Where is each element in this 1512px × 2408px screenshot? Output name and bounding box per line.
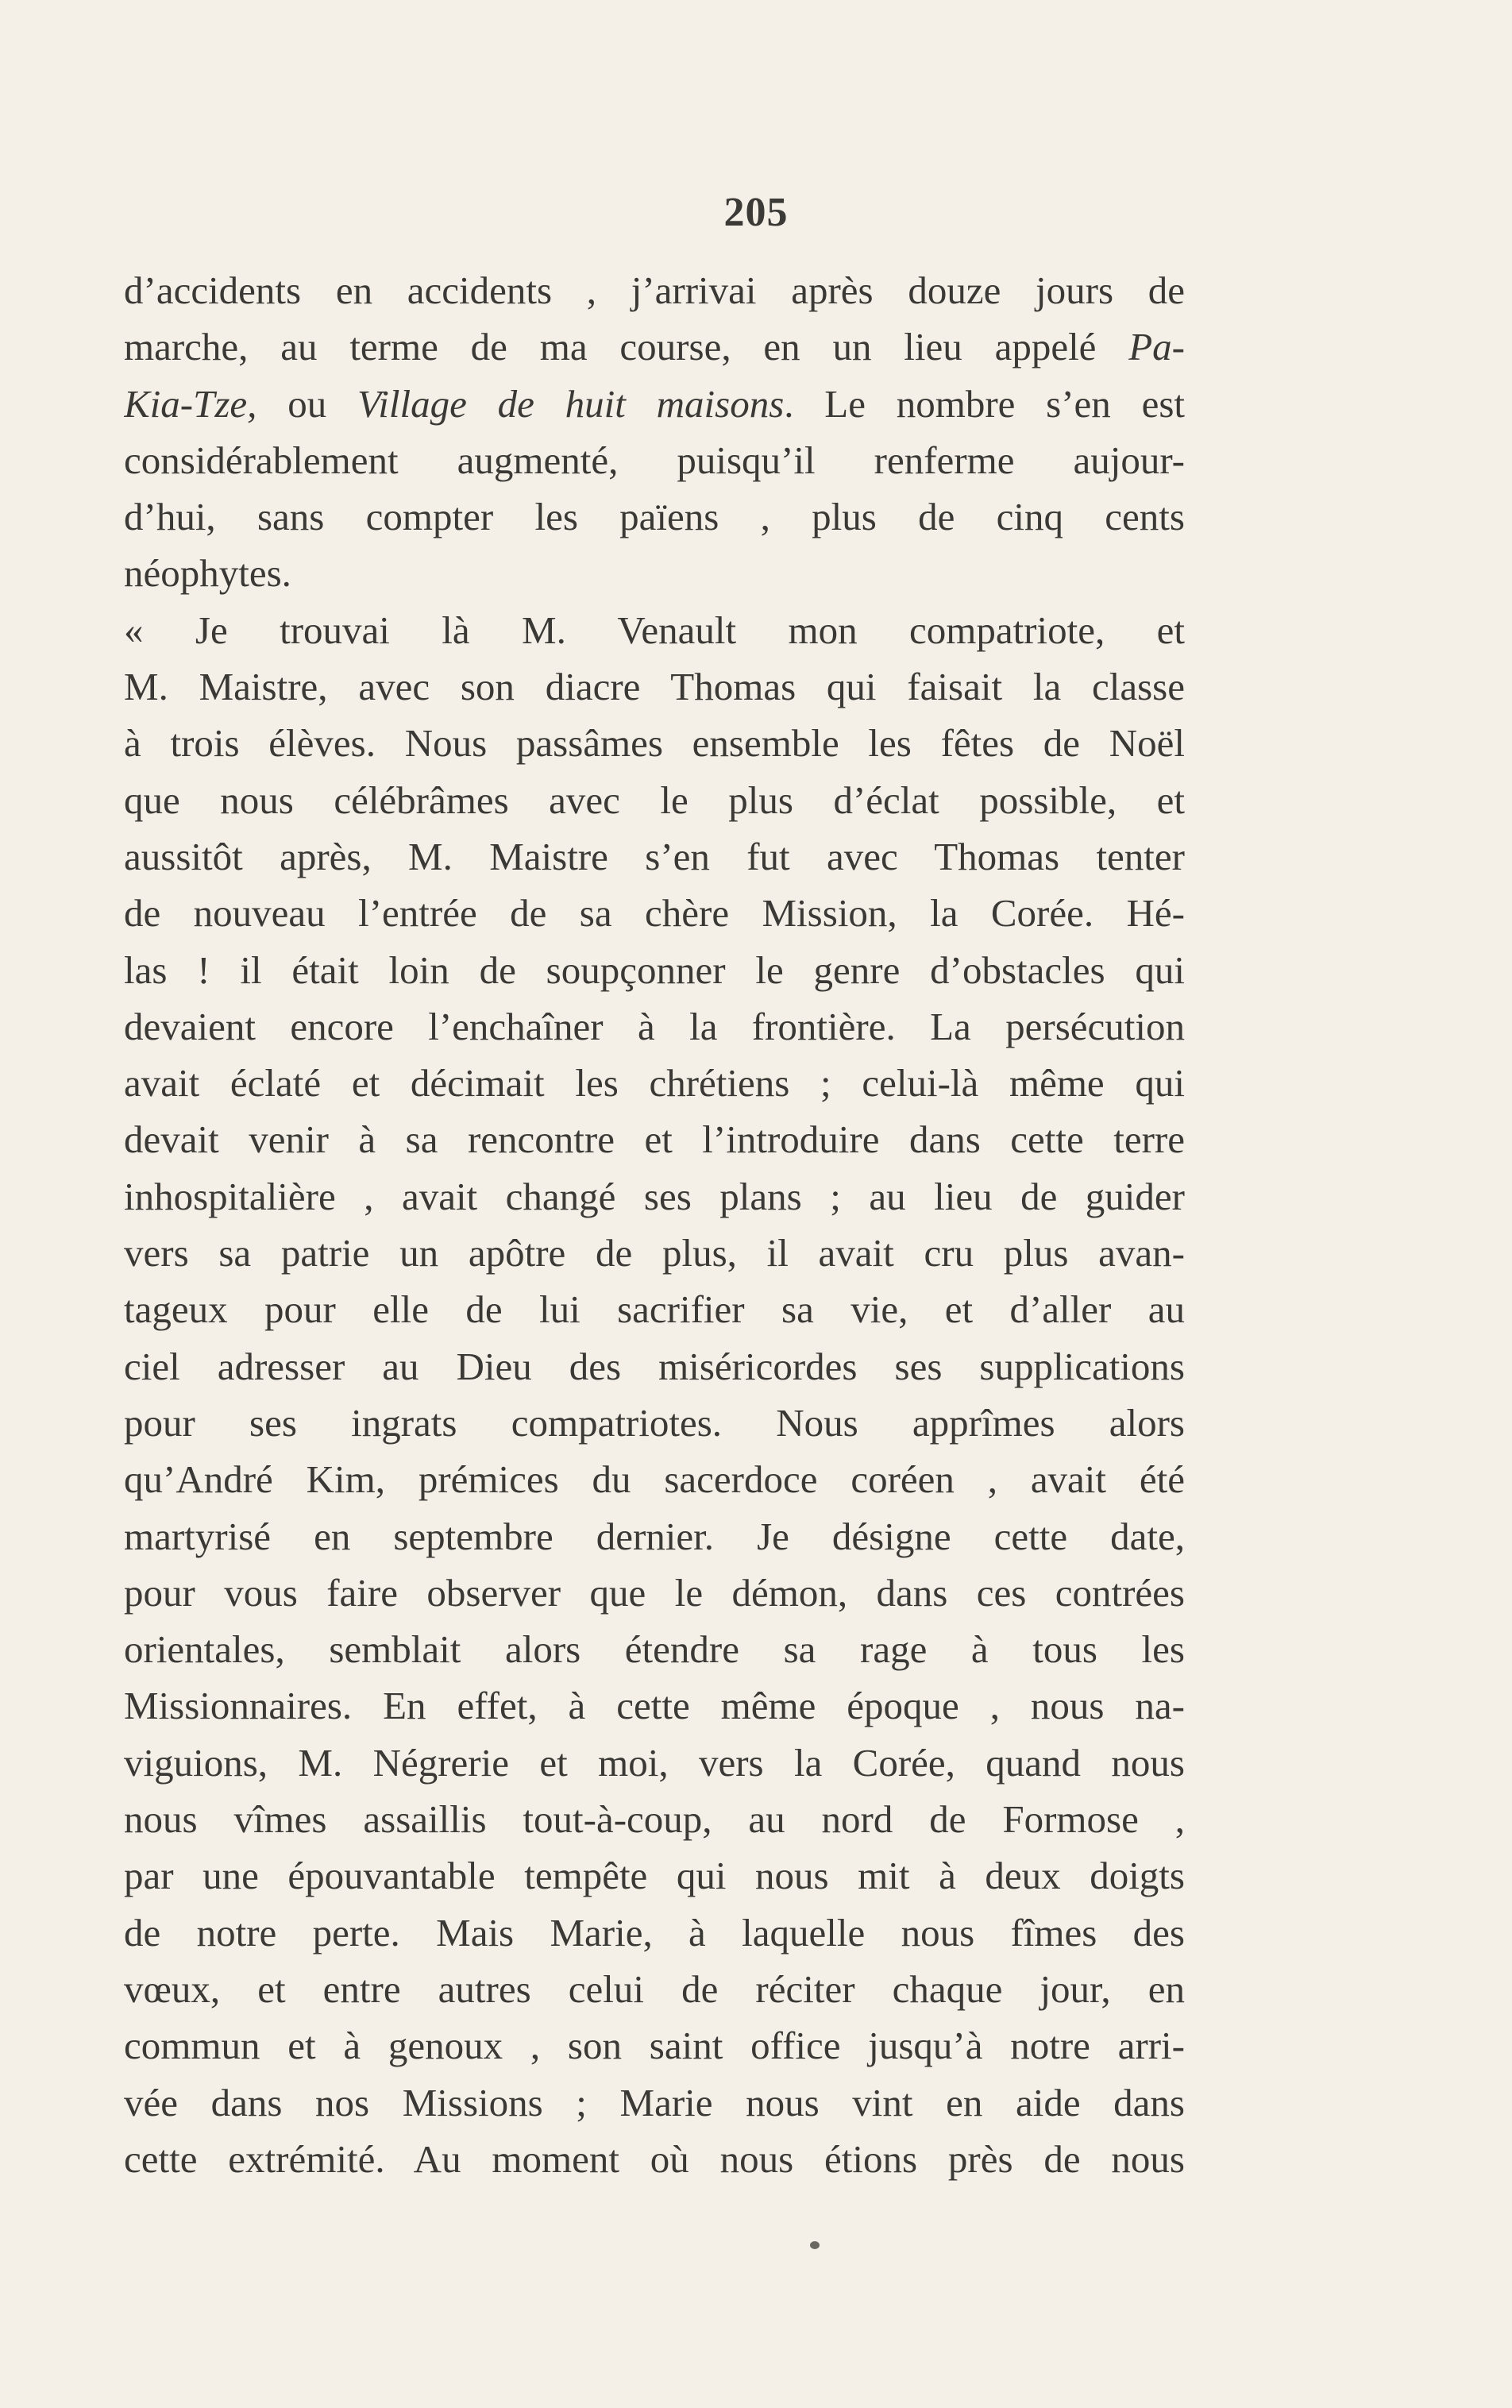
text-line: « Je trouvai là M. Venault mon compatriote, et (124, 608, 1185, 652)
text-line: M. Maistre, avec son diacre Thomas qui faisait la classe (124, 665, 1185, 709)
text-line: vée dans nos Missions ; Marie nous vint en aide dans (124, 2080, 1185, 2124)
text-line: pour vous faire observer que le démon, dans ces contrées (124, 1570, 1185, 1615)
text-line: que nous célébrâmes avec le plus d’éclat possible, et (124, 778, 1185, 822)
text-line: à trois élèves. Nous passâmes ensemble les fêtes de Noël (124, 721, 1185, 766)
text-line: cette extrémité. Au moment où nous étions près de nous (124, 2136, 1185, 2181)
italic-place-name: Pa- (1128, 325, 1185, 369)
text-line: d’hui, sans compter les païens , plus de cinq cents (124, 495, 1185, 539)
text-line-segment: marche, au terme de ma course, en un lieu appelé (124, 325, 1129, 369)
text-line: d’accidents en accidents , j’arrivai après douze jours de (124, 268, 1185, 312)
text-line: néophytes. (124, 551, 291, 596)
text-line: considérablement augmenté, puisqu’il renferme aujour- (124, 438, 1185, 482)
text-line: commun et à genoux , son saint office jusqu’à notre arri- (124, 2024, 1185, 2068)
text-line: devait venir à sa rencontre et l’introduire dans cette terre (124, 1117, 1185, 1162)
text-line (124, 318, 1185, 375)
text-line: de notre perte. Mais Marie, à laquelle nous fîmes des (124, 1910, 1185, 1955)
text-line: Kia-Tze, ou Village de huit maisons. Le nombre s’en est (124, 381, 1185, 426)
text-line: vers sa patrie un apôtre de plus, il avait cru plus avan- (124, 1231, 1185, 1275)
page-number: 205 (723, 190, 789, 235)
text-line: Missionnaires. En effet, à cette même époque , nous na- (124, 1684, 1185, 1728)
text-line: las ! il était loin de soupçonner le genre d’obstacles qui (124, 947, 1185, 992)
text-line: de nouveau l’entrée de sa chère Mission, la Corée. Hé- (124, 891, 1185, 936)
text-line: martyrisé en septembre dernier. Je désigne cette date, (124, 1514, 1185, 1558)
text-line: nous vîmes assaillis tout-à-coup, au nord de Formose , (124, 1797, 1185, 1842)
text-line: viguions, M. Négrerie et moi, vers la Corée, quand nous (124, 1740, 1185, 1785)
text-line: avait éclaté et décimait les chrétiens ; celui-là même qui (124, 1061, 1185, 1106)
text-line: tageux pour elle de lui sacrifier sa vie, et d’aller au (124, 1287, 1185, 1332)
footer-dot-mark (810, 2241, 820, 2249)
text-line: par une épouvantable tempête qui nous mit à deux doigts (124, 1854, 1185, 1898)
text-line: devaient encore l’enchaîner à la frontière. La persécution (124, 1004, 1185, 1048)
text-line: qu’André Kim, prémices du sacerdoce coréen , avait été (124, 1457, 1185, 1502)
text-line: vœux, et entre autres celui de réciter chaque jour, en (124, 1966, 1185, 2011)
text-line: aussitôt après, M. Maistre s’en fut avec Thomas tenter (124, 834, 1185, 878)
text-line: ciel adresser au Dieu des miséricordes ses supplications (124, 1344, 1185, 1388)
text-line: orientales, semblait alors étendre sa rage à tous les (124, 1627, 1185, 1672)
italic-translation: Village de huit maisons (357, 381, 785, 426)
text-line: inhospitalière , avait changé ses plans ; au lieu de guider (124, 1174, 1185, 1218)
body-text (124, 262, 1185, 2187)
italic-place-name: Kia-Tze, (124, 381, 257, 426)
text-line: pour ses ingrats compatriotes. Nous apprîmes alors (124, 1400, 1185, 1445)
